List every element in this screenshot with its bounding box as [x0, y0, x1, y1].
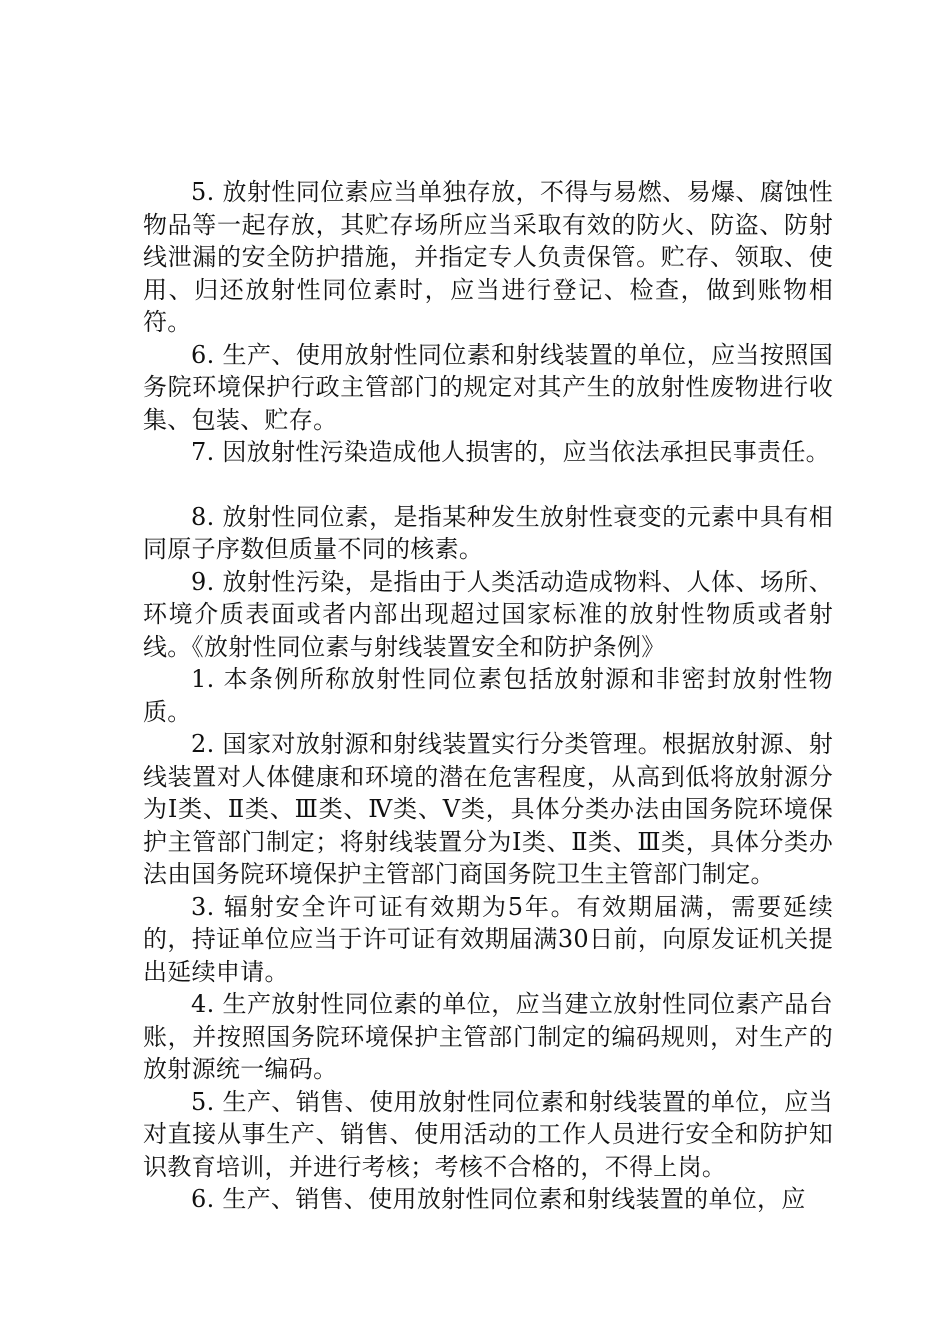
- paragraph-unit-obligation: 6. 生产、销售、使用放射性同位素和射线装置的单位，应: [191, 1185, 806, 1213]
- paragraph-civil-liability: 7. 因放射性污染造成他人损害的，应当依法承担民事责任。: [191, 438, 830, 466]
- paragraph-storage-rule: 5. 放射性同位素应当单独存放，不得与易燃、易爆、腐蚀性物品等一起存放，其贮存场所应当采取有效的防火、防盗、防射线泄漏的安全防护措施，并指定专人负责保管。贮存、领取、使用、归还放射性同位素时，应当进行登记、检查，做到账物相符。: [143, 178, 833, 336]
- paragraph-staff-training: 5. 生产、销售、使用放射性同位素和射线装置的单位，应当对直接从事生产、销售、使用活动的工作人员进行安全和防护知识教育培训，并进行考核；考核不合格的，不得上岗。: [143, 1087, 833, 1181]
- paragraph-regulation-scope: 1. 本条例所称放射性同位素包括放射源和非密封放射性物质。: [143, 665, 833, 726]
- paragraph-classification: 2. 国家对放射源和射线装置实行分类管理。根据放射源、射线装置对人体健康和环境的潜在危害程度，从高到低将放射源分为Ⅰ类、Ⅱ类、Ⅲ类、Ⅳ类、Ⅴ类，具体分类办法由国务院环境保护主管部门制定；将射线装置分为Ⅰ类、Ⅱ类、Ⅲ类，具体分类办法由国务院环境保护主管部门商国务院卫生主管部门制定。: [143, 730, 833, 888]
- paragraph-spacer: [143, 469, 833, 501]
- paragraph-isotope-definition: 8. 放射性同位素，是指某种发生放射性衰变的元素中具有相同原子序数但质量不同的核素。: [143, 502, 833, 563]
- paragraph-waste-collection: 6. 生产、使用放射性同位素和射线装置的单位，应当按照国务院环境保护行政主管部门的规定对其产生的放射性废物进行收集、包装、贮存。: [143, 340, 833, 434]
- document-body: [143, 176, 833, 1216]
- paragraph-pollution-definition: 9. 放射性污染，是指由于人类活动造成物料、人体、场所、环境介质表面或者内部出现超过国家标准的放射性物质或者射线。《放射性同位素与射线装置安全和防护条例》: [143, 567, 833, 661]
- paragraph-license-validity: 3. 辐射安全许可证有效期为5年。有效期届满，需要延续的，持证单位应当于许可证有效期届满30日前，向原发证机关提出延续申请。: [143, 892, 833, 986]
- paragraph-product-ledger: 4. 生产放射性同位素的单位，应当建立放射性同位素产品台账，并按照国务院环境保护主管部门制定的编码规则，对生产的放射源统一编码。: [143, 990, 833, 1083]
